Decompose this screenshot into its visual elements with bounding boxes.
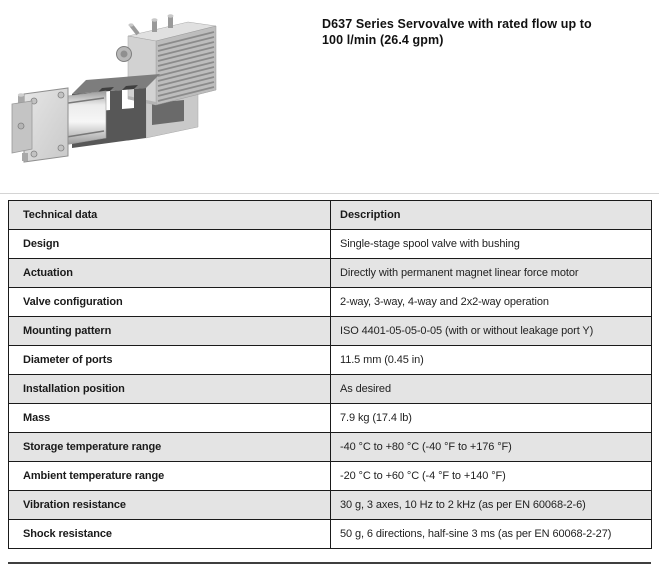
row-value: 2-way, 3-way, 4-way and 2x2-way operation (331, 288, 652, 317)
table-row (9, 491, 652, 520)
table-row (9, 433, 652, 462)
row-value: 11.5 mm (0.45 in) (331, 346, 652, 375)
row-value: 50 g, 6 directions, half-sine 3 ms (as per EN 60068-2-27) (331, 520, 652, 549)
row-label: Installation position (9, 375, 331, 404)
row-label: Valve configuration (9, 288, 331, 317)
table-row (9, 404, 652, 433)
row-value: 7.9 kg (17.4 lb) (331, 404, 652, 433)
row-label: Diameter of ports (9, 346, 331, 375)
table-header-row (9, 201, 652, 230)
row-label: Actuation (9, 259, 331, 288)
round-connector (117, 47, 132, 62)
table-row (9, 462, 652, 491)
row-label: Shock resistance (9, 520, 331, 549)
table-bottom-rule (8, 562, 651, 564)
row-label: Mass (9, 404, 331, 433)
row-label: Mounting pattern (9, 317, 331, 346)
table-row (9, 317, 652, 346)
electronics-housing (117, 14, 217, 105)
page-title-line1: D637 Series Servovalve with rated flow up to (322, 17, 592, 31)
row-label: Design (9, 230, 331, 259)
row-value: -20 °C to +60 °C (-4 °F to +140 °F) (331, 462, 652, 491)
header-cell-technical-data: Technical data (9, 201, 331, 230)
table-row (9, 259, 652, 288)
row-value: Single-stage spool valve with bushing (331, 230, 652, 259)
header-cell-description: Description (331, 201, 652, 230)
row-value: 30 g, 3 axes, 10 Hz to 2 kHz (as per EN 60068-2-6) (331, 491, 652, 520)
table-row (9, 288, 652, 317)
row-label: Vibration resistance (9, 491, 331, 520)
row-value: Directly with permanent magnet linear force motor (331, 259, 652, 288)
section-divider (0, 193, 659, 194)
servovalve-photo (10, 8, 310, 188)
row-value: -40 °C to +80 °C (-40 °F to +176 °F) (331, 433, 652, 462)
row-value: As desired (331, 375, 652, 404)
table-row (9, 230, 652, 259)
technical-table-body (9, 230, 652, 549)
row-value: ISO 4401-05-05-0-05 (with or without leakage port Y) (331, 317, 652, 346)
row-label: Storage temperature range (9, 433, 331, 462)
page-title (322, 16, 654, 48)
technical-data-table (8, 200, 652, 549)
table-row (9, 346, 652, 375)
table-row (9, 375, 652, 404)
row-label: Ambient temperature range (9, 462, 331, 491)
page-title-line2: 100 l/min (26.4 gpm) (322, 33, 444, 47)
table-row (9, 520, 652, 549)
servovalve-illustration (10, 8, 310, 188)
